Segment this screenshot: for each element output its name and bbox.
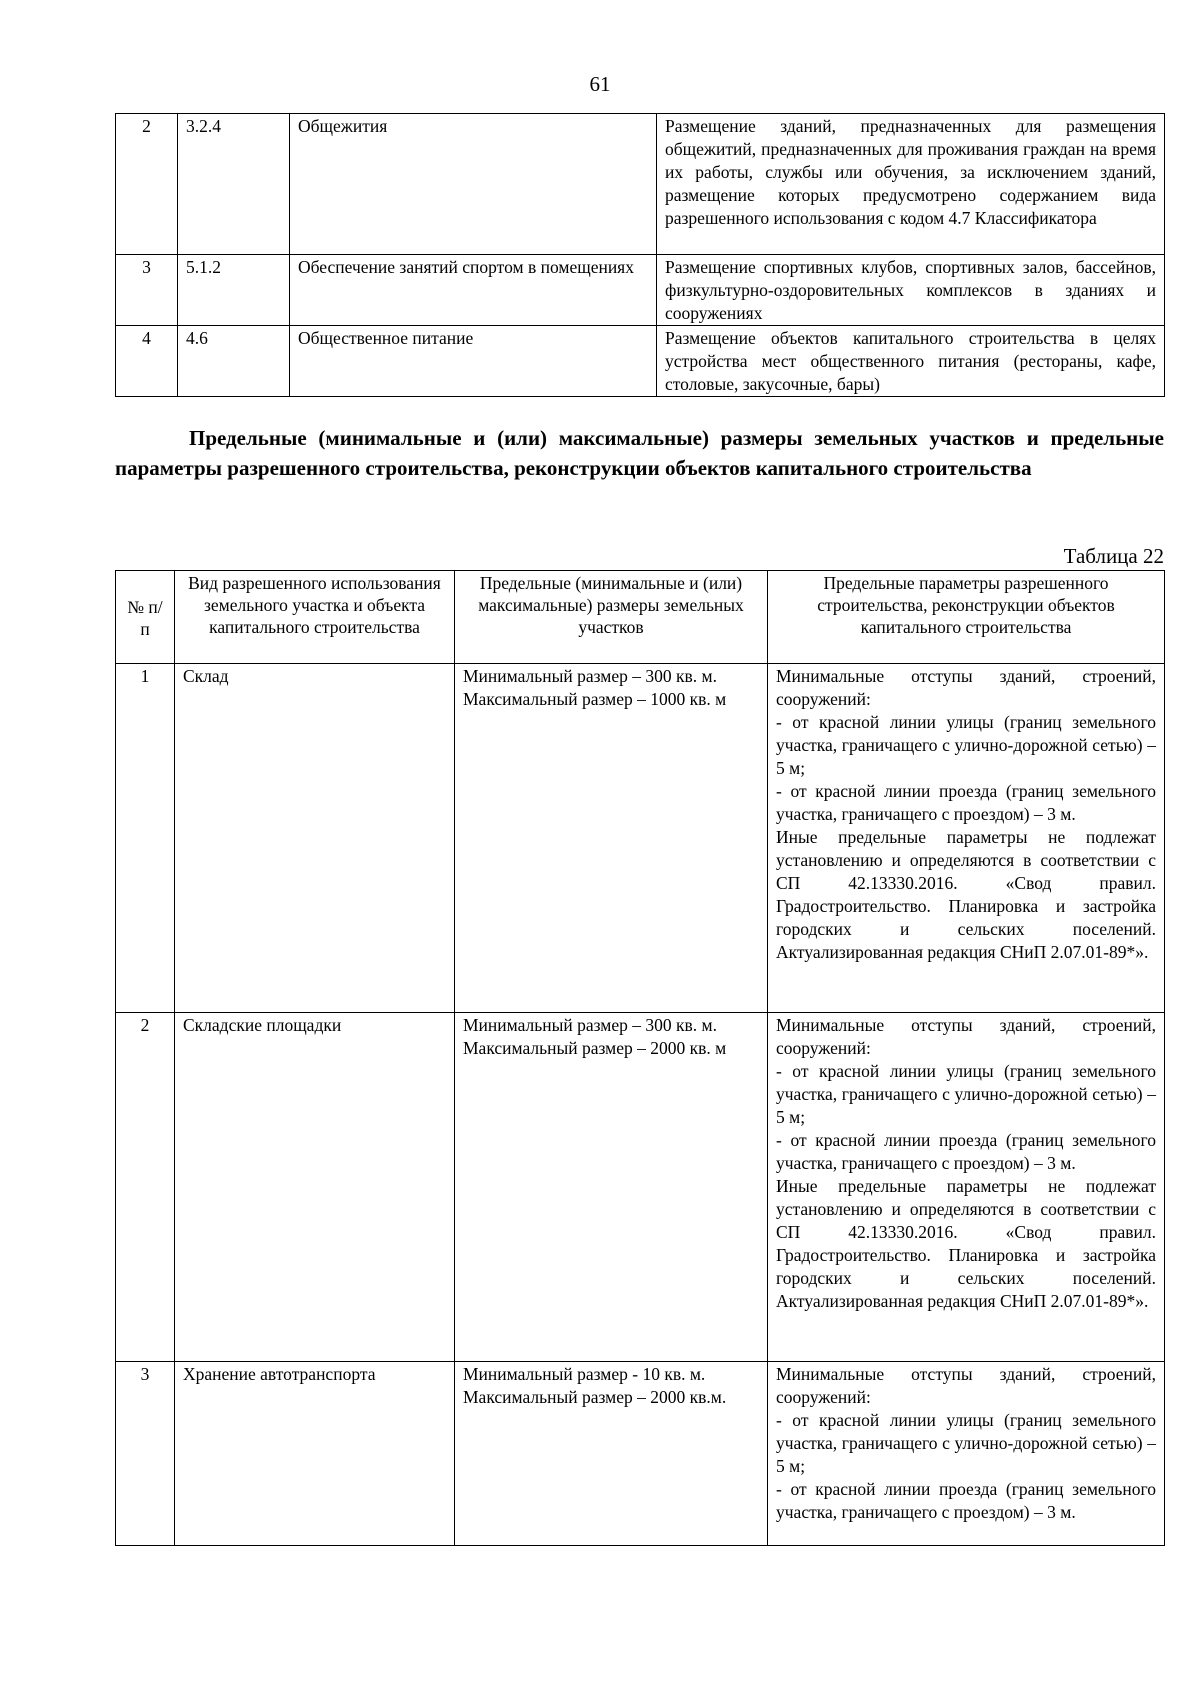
param-line: - от красной линии улицы (границ земельного участка, граничащего с улично-дорожной сетью) – 5 м; xyxy=(776,712,1156,778)
use-type: Хранение автотранспорта xyxy=(175,1362,455,1546)
plot-size xyxy=(455,1013,768,1362)
use-code: 5.1.2 xyxy=(178,255,290,326)
construction-params xyxy=(768,1013,1165,1362)
header-construction-params: Предельные параметры разрешенного строительства, реконструкции объектов капитального строительства xyxy=(768,571,1165,664)
table-row xyxy=(116,1362,1165,1546)
plot-size-min: Минимальный размер – 300 кв. м. xyxy=(463,666,717,686)
table-header-row xyxy=(116,571,1165,664)
param-line: - от красной линии проезда (границ земельного участка, граничащего с проездом) – 3 м. xyxy=(776,781,1156,824)
construction-params xyxy=(768,1362,1165,1546)
table-caption: Таблица 22 xyxy=(1063,544,1164,568)
plot-size-min: Минимальный размер - 10 кв. м. xyxy=(463,1364,706,1384)
plot-size-max: Максимальный размер – 2000 кв. м xyxy=(463,1038,727,1058)
table-row xyxy=(116,326,1165,397)
table-row xyxy=(116,1013,1165,1362)
param-line: Минимальные отступы зданий, строений, сооружений: xyxy=(776,1015,1156,1058)
use-type: Склад xyxy=(175,664,455,1013)
plot-size-min: Минимальный размер – 300 кв. м. xyxy=(463,1015,717,1035)
param-line: - от красной линии улицы (границ земельного участка, граничащего с улично-дорожной сетью) – 5 м; xyxy=(776,1061,1156,1127)
table-row xyxy=(116,255,1165,326)
row-number: 4 xyxy=(116,326,178,397)
section-heading: Предельные (минимальные и (или) максимальные) размеры земельных участков и предельные параметры разрешенного строительства, реконструкции объектов капитального строительства xyxy=(115,426,1164,480)
table-row xyxy=(116,114,1165,255)
table-row xyxy=(116,664,1165,1013)
page-number: 61 xyxy=(589,72,611,96)
param-line: Минимальные отступы зданий, строений, сооружений: xyxy=(776,666,1156,709)
row-number: 3 xyxy=(116,255,178,326)
header-number: № п/п xyxy=(116,571,175,664)
param-line: Иные предельные параметры не подлежат установлению и определяются в соответствии с СП 42.13330.2016. «Свод правил. Градостроительство. Планировка и застройка городских и сельских поселений. Актуализированная редакция СНиП 2.07.01-89*». xyxy=(776,827,1156,962)
header-use-type: Вид разрешенного использования земельного участка и объекта капитального строительства xyxy=(175,571,455,664)
row-number: 1 xyxy=(116,664,175,1013)
use-code: 4.6 xyxy=(178,326,290,397)
param-line: Иные предельные параметры не подлежат установлению и определяются в соответствии с СП 42.13330.2016. «Свод правил. Градостроительство. Планировка и застройка городских и сельских поселений. Актуализированная редакция СНиП 2.07.01-89*». xyxy=(776,1176,1156,1311)
row-number: 3 xyxy=(116,1362,175,1546)
plot-size xyxy=(455,664,768,1013)
plot-size xyxy=(455,1362,768,1546)
land-use-table-continued xyxy=(115,113,1165,397)
header-plot-size: Предельные (минимальные и (или) максимальные) размеры земельных участков xyxy=(455,571,768,664)
param-line: Минимальные отступы зданий, строений, сооружений: xyxy=(776,1364,1156,1407)
construction-params xyxy=(768,664,1165,1013)
row-number: 2 xyxy=(116,114,178,255)
use-name: Общественное питание xyxy=(290,326,657,397)
param-line: - от красной линии проезда (границ земельного участка, граничащего с проездом) – 3 м. xyxy=(776,1479,1156,1522)
use-description: Размещение зданий, предназначенных для размещения общежитий, предназначенных для проживания граждан на время их работы, службы или обучения, за исключением зданий, размещение которых предусмотрено содержанием вида разрешенного использования с кодом 4.7 Классификатора xyxy=(657,114,1165,255)
param-line: - от красной линии проезда (границ земельного участка, граничащего с проездом) – 3 м. xyxy=(776,1130,1156,1173)
use-description: Размещение спортивных клубов, спортивных залов, бассейнов, физкультурно-оздоровительных комплексов в зданиях и сооружениях xyxy=(657,255,1165,326)
use-name: Обеспечение занятий спортом в помещениях xyxy=(290,255,657,326)
use-code: 3.2.4 xyxy=(178,114,290,255)
plot-size-max: Максимальный размер – 1000 кв. м xyxy=(463,689,727,709)
param-line: - от красной линии улицы (границ земельного участка, граничащего с улично-дорожной сетью) – 5 м; xyxy=(776,1410,1156,1476)
plot-size-max: Максимальный размер – 2000 кв.м. xyxy=(463,1387,727,1407)
row-number: 2 xyxy=(116,1013,175,1362)
use-name: Общежития xyxy=(290,114,657,255)
limit-parameters-table xyxy=(115,570,1165,1546)
use-type: Складские площадки xyxy=(175,1013,455,1362)
use-description: Размещение объектов капитального строительства в целях устройства мест общественного питания (рестораны, кафе, столовые, закусочные, бары) xyxy=(657,326,1165,397)
